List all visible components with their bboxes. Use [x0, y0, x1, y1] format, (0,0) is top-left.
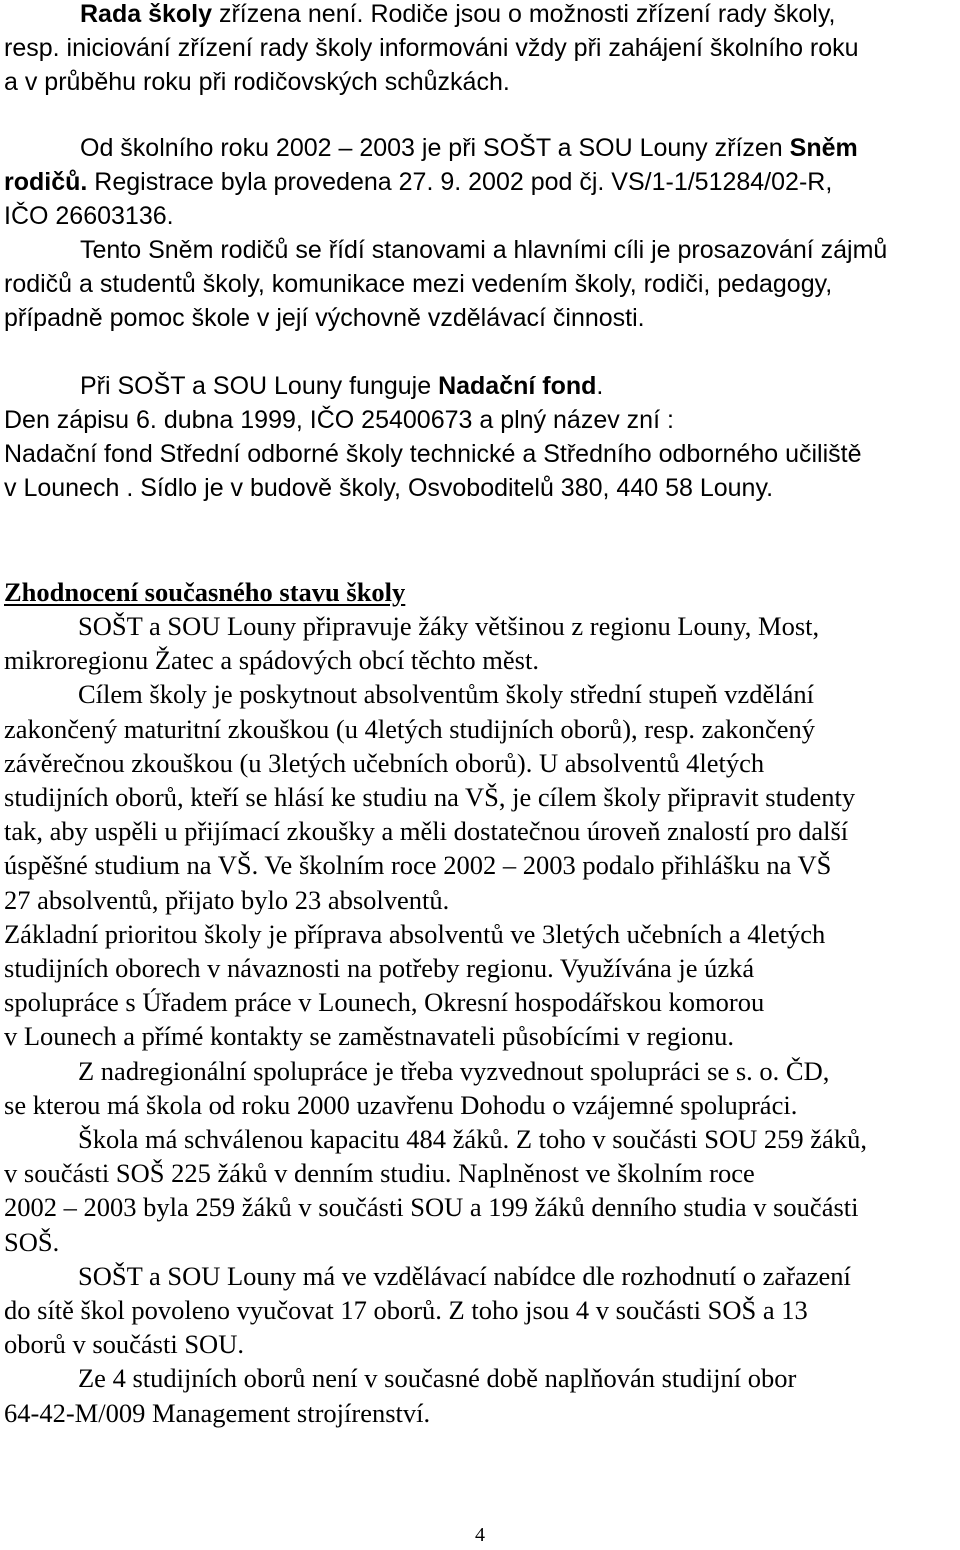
body-line: v Lounech a přímé kontakty se zaměstnavateli působícími v regionu.	[4, 1021, 735, 1052]
body-line: oborů v součásti SOU.	[4, 1329, 244, 1360]
section-body	[4, 609, 867, 1430]
fond-line-2: Den zápisu 6. dubna 1999, IČO 25400673 a plný název zní :	[4, 406, 674, 434]
snem-line-3: IČO 26603136.	[4, 202, 174, 230]
body-line: Z nadregionální spolupráce je třeba vyzvednout spolupráci se s. o. ČD,	[78, 1055, 830, 1086]
snem-line-4: Tento Sněm rodičů se řídí stanovami a hlavními cíli je prosazování zájmů	[80, 236, 888, 264]
body-line: úspěšné studium na VŠ. Ve školním roce 2002 – 2003 podalo přihlášku na VŠ	[4, 850, 832, 881]
fond-line-1: Při SOŠT a SOU Louny funguje Nadační fond.	[80, 372, 604, 400]
fond-line-3: Nadační fond Střední odborné školy technické a Středního odborného učiliště	[4, 440, 862, 468]
body-line: zakončený maturitní zkouškou (u 4letých studijních oborů), resp. zakončený	[4, 713, 815, 744]
rada-paragraph	[4, 0, 859, 99]
snem-paragraph	[4, 131, 887, 335]
body-line: 27 absolventů, přijato bylo 23 absolventů.	[4, 884, 450, 915]
rada-line-1: Rada školy zřízena není. Rodiče jsou o možnosti zřízení rady školy,	[80, 0, 836, 28]
section-heading: Zhodnocení současného stavu školy	[4, 577, 406, 607]
body-line: 2002 – 2003 byla 259 žáků v součásti SOU a 199 žáků denního studia v součásti	[4, 1192, 859, 1223]
body-line: SOŠT a SOU Louny má ve vzdělávací nabídce dle rozhodnutí o zařazení	[78, 1260, 851, 1291]
fond-paragraph	[4, 369, 862, 505]
page-number: 4	[475, 1524, 485, 1546]
body-line: se kterou má škola od roku 2000 uzavřenu Dohodu o vzájemné spolupráci.	[4, 1089, 798, 1120]
body-line: Škola má schválenou kapacitu 484 žáků. Z toho v součásti SOU 259 žáků,	[78, 1124, 867, 1155]
fond-line-4: v Lounech . Sídlo je v budově školy, Osvoboditelů 380, 440 58 Louny.	[4, 474, 774, 502]
body-line: SOŠT a SOU Louny připravuje žáky většinou z regionu Louny, Most,	[78, 611, 820, 641]
snem-line-1: Od školního roku 2002 – 2003 je při SOŠT a SOU Louny zřízen Sněm	[80, 134, 858, 162]
body-line: Cílem školy je poskytnout absolventům školy střední stupeň vzdělání	[78, 679, 815, 710]
snem-line-5: rodičů a studentů školy, komunikace mezi vedením školy, rodiči, pedagogy,	[4, 270, 833, 298]
body-line: 64-42-M/009 Management strojírenství.	[4, 1397, 431, 1428]
body-line: do sítě škol povoleno vyučovat 17 oborů. Z toho jsou 4 v součásti SOŠ a 13	[4, 1295, 808, 1326]
body-line: závěrečnou zkouškou (u 3letých učebních oborů). U absolventů 4letých	[4, 747, 765, 778]
body-line: v součásti SOŠ 225 žáků v denním studiu. Naplněnost ve školním roce	[4, 1158, 755, 1189]
snem-line-6: případně pomoc škole v její výchovně vzdělávací činnosti.	[4, 304, 645, 332]
body-line: SOŠ.	[4, 1226, 60, 1257]
body-line: Ze 4 studijních oborů není v současné době naplňován studijní obor	[78, 1363, 797, 1394]
body-line: Základní prioritou školy je příprava absolventů ve 3letých učebních a 4letých	[4, 918, 826, 949]
body-line: studijních oborech v návaznosti na potřeby regionu. Využívána je úzká	[4, 953, 755, 984]
body-line: studijních oborů, kteří se hlásí ke studiu na VŠ, je cílem školy připravit studenty	[4, 782, 856, 813]
rada-line-2: resp. iniciování zřízení rady školy informováni vždy při zahájení školního roku	[4, 34, 859, 62]
snem-line-2: rodičů. Registrace byla provedena 27. 9. 2002 pod čj. VS/1-1/51284/02-R,	[4, 168, 833, 196]
rada-line-3: a v průběhu roku při rodičovských schůzkách.	[4, 68, 510, 96]
body-line: mikroregionu Žatec a spádových obcí těchto měst.	[4, 645, 539, 676]
body-line: spolupráce s Úřadem práce v Lounech, Okresní hospodářskou komorou	[4, 987, 765, 1018]
body-line: tak, aby uspěli u přijímací zkoušky a měli dostatečnou úroveň znalostí pro další	[4, 816, 849, 847]
